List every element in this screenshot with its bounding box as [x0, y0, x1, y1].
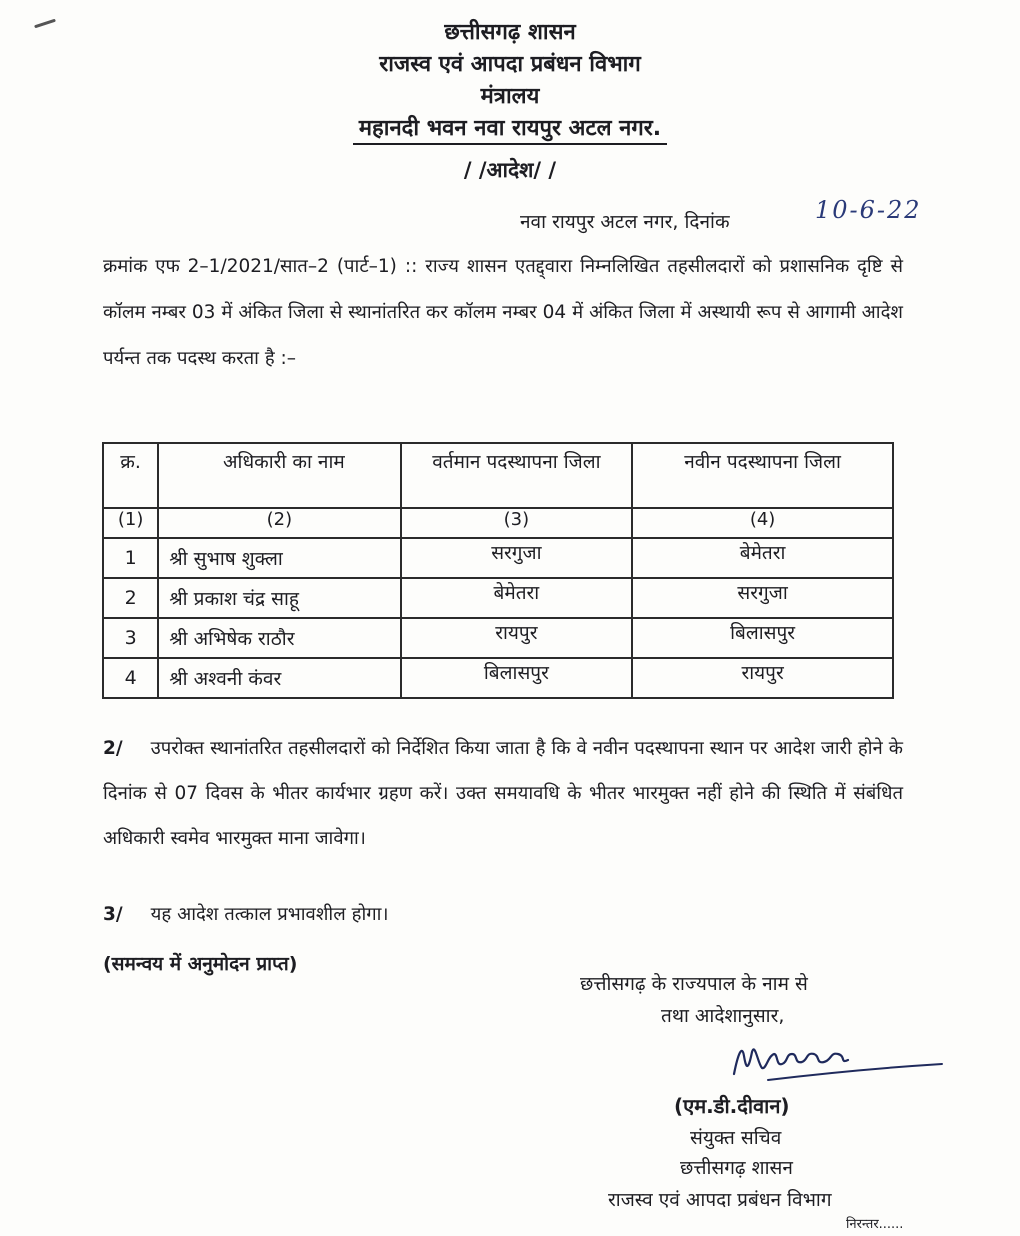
- row-new-district: रायपुर: [632, 658, 893, 698]
- row-sno: 1: [103, 538, 158, 578]
- row-officer-name: श्री अश्वनी कंवर: [158, 658, 400, 698]
- colnum-3: (3): [401, 508, 633, 538]
- paragraph-3-text: यह आदेश तत्काल प्रभावशील होगा।: [150, 904, 389, 925]
- table-row: [103, 578, 893, 618]
- row-sno: 4: [103, 658, 158, 698]
- officer-department: राजस्व एवं आपदा प्रबंधन विभाग: [608, 1189, 832, 1211]
- paragraph-2: [103, 726, 903, 861]
- authority-line-2: तथा आदेशानुसार,: [661, 1005, 785, 1027]
- header-current-district: वर्तमान पदस्थापना जिला: [401, 443, 633, 508]
- paragraph-2-text: उपरोक्त स्थानांतरित तहसीलदारों को निर्देशित किया जाता है कि वे नवीन पदस्थापना स्थान पर आदेश जारी होने के दिनांक से 07 दिवस के भीतर कार्यभार ग्रहण करें। उक्त समयावधि के भीतर भारमुक्त नहीं होने की स्थिति में संबंधित अधिकारी स्वमेव भारमुक्त माना जावेगा।: [103, 738, 903, 849]
- header-sno: क्र.: [103, 443, 158, 508]
- row-new-district: बिलासपुर: [632, 618, 893, 658]
- officer-name: (एम.डी.दीवान): [674, 1094, 790, 1118]
- row-sno: 2: [103, 578, 158, 618]
- header-address: महानदी भवन नवा रायपुर अटल नगर.: [0, 112, 1020, 142]
- dateline-label: नवा रायपुर अटल नगर, दिनांक: [520, 211, 730, 233]
- colnum-2: (2): [158, 508, 400, 538]
- row-sno: 3: [103, 618, 158, 658]
- intro-paragraph: क्रमांक एफ 2–1/2021/सात–2 (पार्ट–1) :: राज्य शासन एतद्द्वारा निम्नलिखित तहसीलदारों को प्रशासनिक दृष्टि से कॉलम नम्बर 03 में अंकित जिला से स्थानांतरित कर कॉलम नम्बर 04 में अंकित जिला में अस्थायी रूप से आगामी आदेश पर्यन्त तक पदस्थ करता है :–: [103, 256, 903, 369]
- row-new-district: बेमेतरा: [632, 538, 893, 578]
- row-officer-name: श्री प्रकाश चंद्र साहू: [158, 578, 400, 618]
- table-row: [103, 538, 893, 578]
- row-officer-name: श्री सुभाष शुक्ला: [158, 538, 400, 578]
- handwritten-signature: [728, 1034, 948, 1094]
- authority-line-1: छत्तीसगढ़ के राज्यपाल के नाम से: [580, 973, 808, 995]
- row-new-district: सरगुजा: [632, 578, 893, 618]
- table-row: [103, 618, 893, 658]
- approval-note: (समन्वय में अनुमोदन प्राप्त): [103, 953, 298, 975]
- header-new-district: नवीन पदस्थापना जिला: [632, 443, 893, 508]
- header-department: राजस्व एवं आपदा प्रबंधन विभाग: [379, 52, 641, 77]
- officer-state: छत्तीसगढ़ शासन: [680, 1157, 793, 1179]
- row-officer-name: श्री अभिषेक राठौर: [158, 618, 400, 658]
- continued-note: निरन्तर......: [846, 1217, 904, 1232]
- table-row: [103, 658, 893, 698]
- row-current-district: सरगुजा: [401, 538, 633, 578]
- row-current-district: बिलासपुर: [401, 658, 633, 698]
- row-current-district: बेमेतरा: [401, 578, 633, 618]
- colnum-4: (4): [632, 508, 893, 538]
- officer-designation: संयुक्त सचिव: [690, 1127, 782, 1149]
- column-number-row: [103, 508, 893, 538]
- colnum-1: (1): [103, 508, 158, 538]
- transfer-table: [102, 442, 894, 699]
- order-title: / /आदेश/ /: [463, 158, 557, 182]
- paragraph-3-number: 3/: [103, 904, 123, 925]
- table-header-row: [103, 443, 893, 508]
- header-ministry: मंत्रालय: [480, 84, 540, 109]
- paragraph-2-number: 2/: [103, 738, 123, 759]
- header-government: छत्तीसगढ़ शासन: [444, 20, 576, 45]
- paragraph-3: [103, 892, 903, 938]
- handwritten-date: 10-6-22: [815, 196, 922, 224]
- header-officer-name: अधिकारी का नाम: [158, 443, 400, 508]
- row-current-district: रायपुर: [401, 618, 633, 658]
